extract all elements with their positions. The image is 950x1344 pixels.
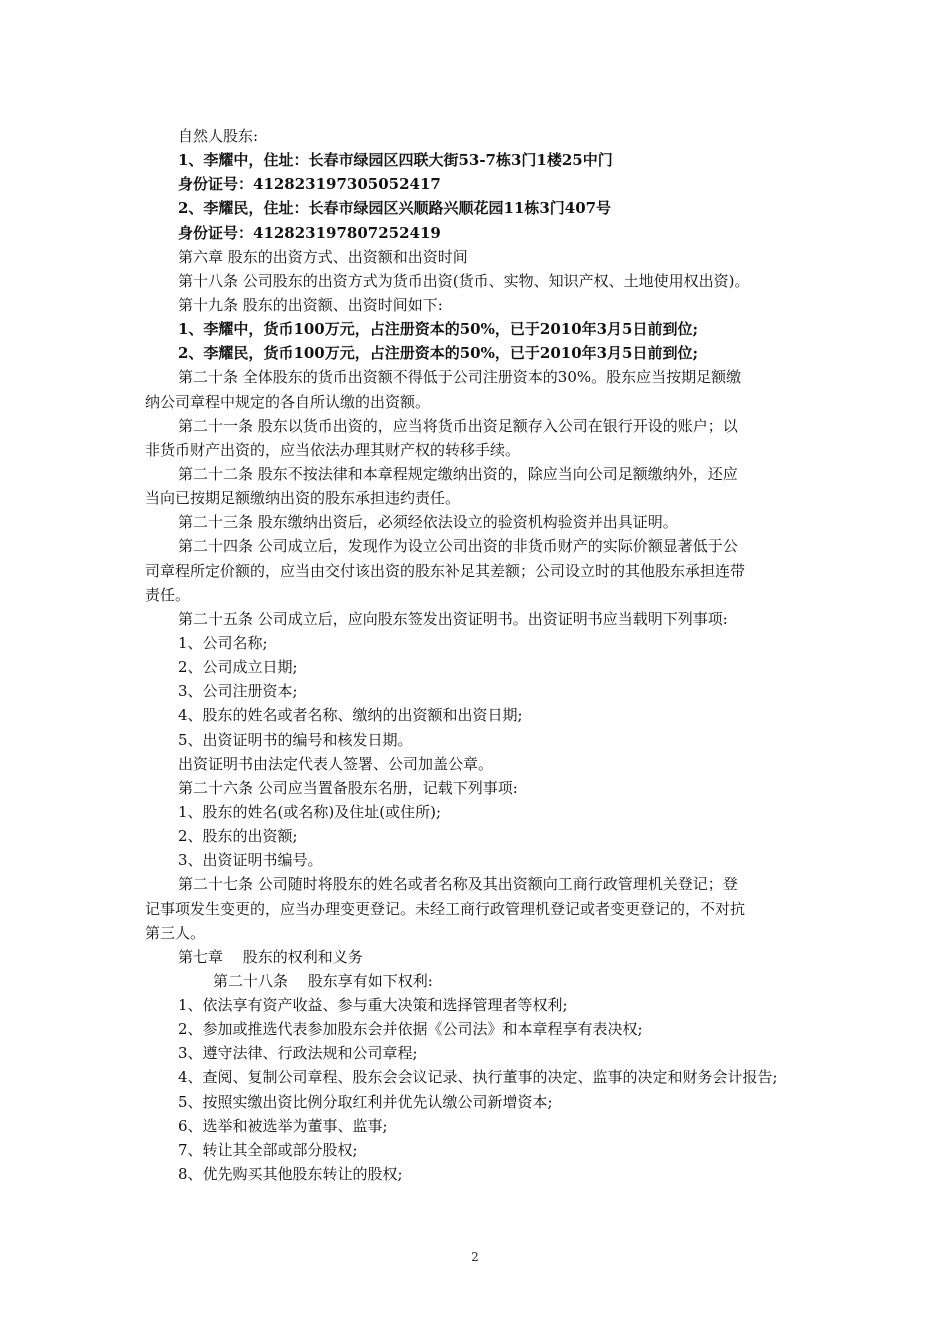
text-line: 3、公司注册资本; [178, 682, 298, 701]
text-line: 第二十二条 股东不按法律和本章程规定缴纳出资的，除应当向公司足额缴纳外，还应 [178, 464, 738, 483]
text-line: 第二十一条 股东以货币出资的，应当将货币出资足额存入公司在银行开设的账户；以 [178, 416, 738, 435]
text-line: 第二十七条 公司随时将股东的姓名或者名称及其出资额向工商行政管理机关登记；登 [178, 875, 738, 894]
text-line: 1、股东的姓名(或名称)及住址(或住所); [178, 802, 442, 821]
text-line: 5、按照实缴出资比例分取红利并优先认缴公司新增资本; [178, 1092, 553, 1111]
text-line: 4、股东的姓名或者名称、缴纳的出资额和出资日期; [178, 706, 523, 725]
text-line: 2、李耀民，货币100万元，占注册资本的50%，已于2010年3月5日前到位; [178, 344, 699, 363]
text-line: 第二十三条 股东缴纳出资后，必须经依法设立的验资机构验资并出具证明。 [178, 513, 678, 532]
text-line: 第十八条 公司股东的出资方式为货币出资(货币、实物、知识产权、土地使用权出资)。 [178, 271, 750, 290]
text-line: 非货币财产出资的，应当依法办理其财产权的转移手续。 [145, 440, 521, 459]
page-number: 2 [471, 1250, 479, 1264]
text-line: 第二十四条 公司成立后，发现作为设立公司出资的非货币财产的实际价额显著低于公 [178, 537, 738, 556]
text-line: 1、李耀中，住址：长春市绿园区四联大街53-7栋3门1楼25中门 [178, 151, 613, 170]
text-line: 3、出资证明书编号。 [178, 851, 323, 870]
text-line: 2、参加或推选代表参加股东会并依据《公司法》和本章程享有表决权; [178, 1020, 643, 1039]
text-line: 自然人股东: [178, 127, 259, 145]
text-line: 4、查阅、复制公司章程、股东会会议记录、执行董事的决定、监事的决定和财务会计报告; [178, 1068, 778, 1087]
text-line: 第二十六条 公司应当置备股东名册，记载下列事项: [178, 778, 518, 797]
text-line: 记事项发生变更的，应当办理变更登记。未经工商行政管理机登记或者变更登记的，不对抗 [145, 899, 746, 918]
text-line: 2、李耀民，住址：长春市绿园区兴顺路兴顺花园11栋3门407号 [178, 199, 612, 218]
text-line: 第三人。 [145, 923, 206, 942]
text-line: 2、股东的出资额; [178, 827, 298, 846]
text-line: 2、公司成立日期; [178, 658, 298, 677]
text-line: 1、公司名称; [178, 633, 268, 652]
text-line: 1、李耀中，货币100万元，占注册资本的50%，已于2010年3月5日前到位; [178, 320, 699, 339]
text-line: 当向已按期足额缴纳出资的股东承担违约责任。 [145, 489, 461, 508]
text-line: 纳公司章程中规定的各自所认缴的出资额。 [145, 392, 431, 411]
text-line: 5、出资证明书的编号和核发日期。 [178, 730, 413, 749]
text-line: 3、遵守法律、行政法规和公司章程; [178, 1044, 418, 1063]
text-line: 出资证明书由法定代表人签署、公司加盖公章。 [178, 754, 494, 773]
text-line: 7、转让其全部或部分股权; [178, 1140, 358, 1159]
document-body [145, 124, 810, 1186]
text-line: 身份证号：412823197305052417 [178, 175, 441, 194]
text-line: 司章程所定价额的，应当由交付该出资的股东补足其差额；公司设立时的其他股东承担连带 [145, 561, 746, 580]
text-line: 1、依法享有资产收益、参与重大决策和选择管理者等权利; [178, 996, 568, 1015]
text-line: 第七章 股东的权利和义务 [178, 947, 363, 966]
text-line: 6、选举和被选举为董事、监事; [178, 1116, 388, 1135]
text-line: 身份证号：412823197807252419 [178, 223, 441, 242]
text-line: 第二十条 全体股东的货币出资额不得低于公司注册资本的30%。股东应当按期足额缴 [178, 368, 742, 387]
text-line: 第六章 股东的出资方式、出资额和出资时间 [178, 247, 468, 266]
text-line: 8、优先购买其他股东转让的股权; [178, 1165, 403, 1184]
text-line: 第二十五条 公司成立后，应向股东签发出资证明书。出资证明书应当载明下列事项: [178, 609, 728, 628]
text-line: 第二十八条 股东享有如下权利: [213, 971, 433, 990]
text-line: 责任。 [145, 585, 191, 604]
text-line: 第十九条 股东的出资额、出资时间如下: [178, 295, 443, 314]
